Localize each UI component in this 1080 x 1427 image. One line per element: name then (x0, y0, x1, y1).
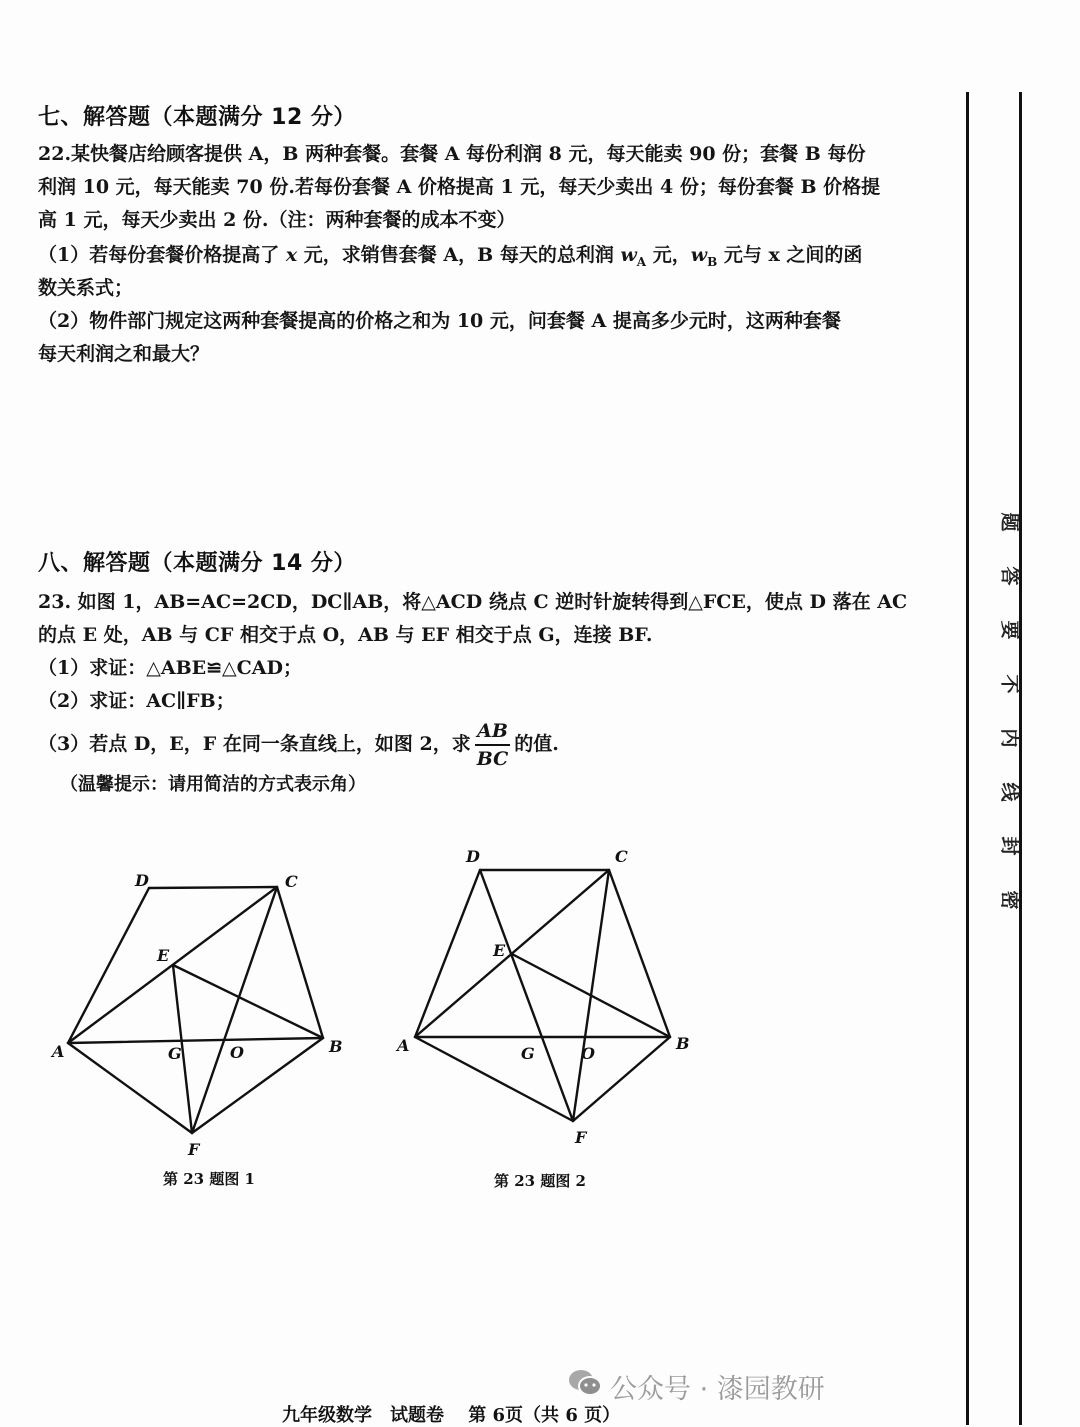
var-wB: w (690, 244, 708, 266)
point-label-E: E (157, 946, 170, 965)
figure-1-diagram (40, 855, 350, 1165)
point-label-D: D (466, 847, 480, 866)
q22-part-1-suffix: 元与 x 之间的函 (717, 244, 863, 266)
question-22 (38, 138, 948, 371)
margin-char: 内 (998, 728, 1021, 748)
q22-part-1-line-2: 数关系式； (38, 277, 134, 299)
margin-char: 要 (998, 620, 1021, 640)
figure-1-caption: 第 23 题图 1 (163, 1170, 255, 1188)
wechat-icon (568, 1368, 602, 1405)
segment-CB (609, 870, 670, 1037)
segment-DC (149, 887, 277, 888)
segment-EB (173, 965, 323, 1038)
margin-char: 答 (998, 566, 1021, 586)
margin-char: 密 (998, 890, 1021, 910)
section-7-heading: 七、解答题（本题满分 12 分） (38, 105, 356, 130)
binding-margin-notice (983, 495, 1021, 927)
q23-hint: （温馨提示：请用简洁的方式表示角） (60, 774, 366, 795)
q22-part-2-line-2: 每天利润之和最大？ (38, 343, 210, 365)
point-label-O: O (581, 1044, 595, 1063)
segment-AF (415, 1037, 573, 1121)
point-label-G: G (168, 1044, 182, 1063)
margin-char: 题 (998, 512, 1021, 532)
q23-part-3-prefix: （3）若点 D，E，F 在同一条直线上，如图 2，求 (38, 733, 471, 755)
question-23 (38, 586, 948, 801)
point-label-O: O (230, 1043, 244, 1062)
q23-part-2: （2）求证：AC∥FB； (38, 690, 235, 712)
watermark-text: 公众号 · 漆园教研 (610, 1374, 825, 1405)
point-label-C: C (285, 872, 298, 891)
margin-char: 封 (998, 836, 1021, 856)
margin-char: 线 (998, 782, 1021, 802)
q22-line-1: 22.某快餐店给顾客提供 A，B 两种套餐。套餐 A 每份利润 8 元，每天能卖 90 份；套餐 B 每份 (38, 143, 866, 165)
figure-1 (40, 855, 350, 1165)
point-label-E: E (493, 941, 506, 960)
var-wA: w (620, 244, 637, 266)
segment-CF (573, 870, 609, 1121)
q22-part-2-line-1: （2）物件部门规定这两种套餐提高的价格之和为 10 元，问套餐 A 提高多少元时，这两种套餐 (38, 310, 841, 332)
point-label-F: F (575, 1128, 587, 1147)
margin-char: 不 (998, 674, 1021, 694)
q23-line-1: 23. 如图 1，AB=AC=2CD，DC∥AB，将△ACD 绕点 C 逆时针旋转得到△FCE，使点 D 落在 AC (38, 591, 908, 613)
point-label-A: A (397, 1036, 410, 1055)
q22-part-1-prefix: （1）若每份套餐价格提高了 (38, 244, 286, 266)
q22-part-1-line-1 (38, 239, 948, 272)
fraction-ab-over-bc (475, 718, 511, 772)
var-x: x (285, 244, 298, 266)
q23-part-3 (38, 718, 948, 768)
point-label-C: C (615, 847, 628, 866)
q22-part-1-mid1: 元，求销售套餐 A，B 每天的总利润 (297, 244, 621, 266)
var-wA-subscript: A (636, 254, 647, 269)
segment-AB (68, 1038, 323, 1043)
fraction-denominator: BC (476, 748, 509, 770)
segment-AD (68, 888, 149, 1043)
q23-part-1: （1）求证：△ABE≌△CAD； (38, 657, 302, 679)
point-label-B: B (329, 1037, 343, 1056)
point-label-D: D (135, 871, 149, 890)
figure-2 (385, 842, 695, 1152)
var-wB-subscript: B (707, 254, 718, 269)
point-label-A: A (52, 1042, 65, 1061)
q22-part-1-mid2: 元， (646, 244, 691, 266)
fraction-numerator: AB (475, 718, 511, 746)
q22-line-3: 高 1 元，每天少卖出 2 份.（注：两种套餐的成本不变） (38, 209, 516, 231)
figure-2-diagram (385, 842, 695, 1152)
binding-line-right (1019, 92, 1022, 1425)
q23-line-2: 的点 E 处，AB 与 CF 相交于点 O，AB 与 EF 相交于点 G，连接 BF. (38, 624, 653, 646)
point-label-G: G (521, 1044, 535, 1063)
q23-part-3-suffix: 的值. (514, 733, 559, 755)
segment-AD (415, 870, 480, 1037)
page-footer: 九年级数学 试题卷 第 6页（共 6 页） (282, 1405, 621, 1426)
q22-line-2: 利润 10 元，每天能卖 70 份.若每份套餐 A 价格提高 1 元，每天少卖出 4 份；每份套餐 B 价格提 (38, 176, 881, 198)
section-8-heading: 八、解答题（本题满分 14 分） (38, 551, 356, 576)
segment-FB (192, 1038, 323, 1133)
binding-line-left (966, 92, 969, 1425)
segment-DF (480, 870, 573, 1121)
point-label-F: F (188, 1140, 200, 1159)
segment-CB (277, 887, 323, 1038)
point-label-B: B (676, 1034, 690, 1053)
figure-2-caption: 第 23 题图 2 (494, 1172, 586, 1190)
